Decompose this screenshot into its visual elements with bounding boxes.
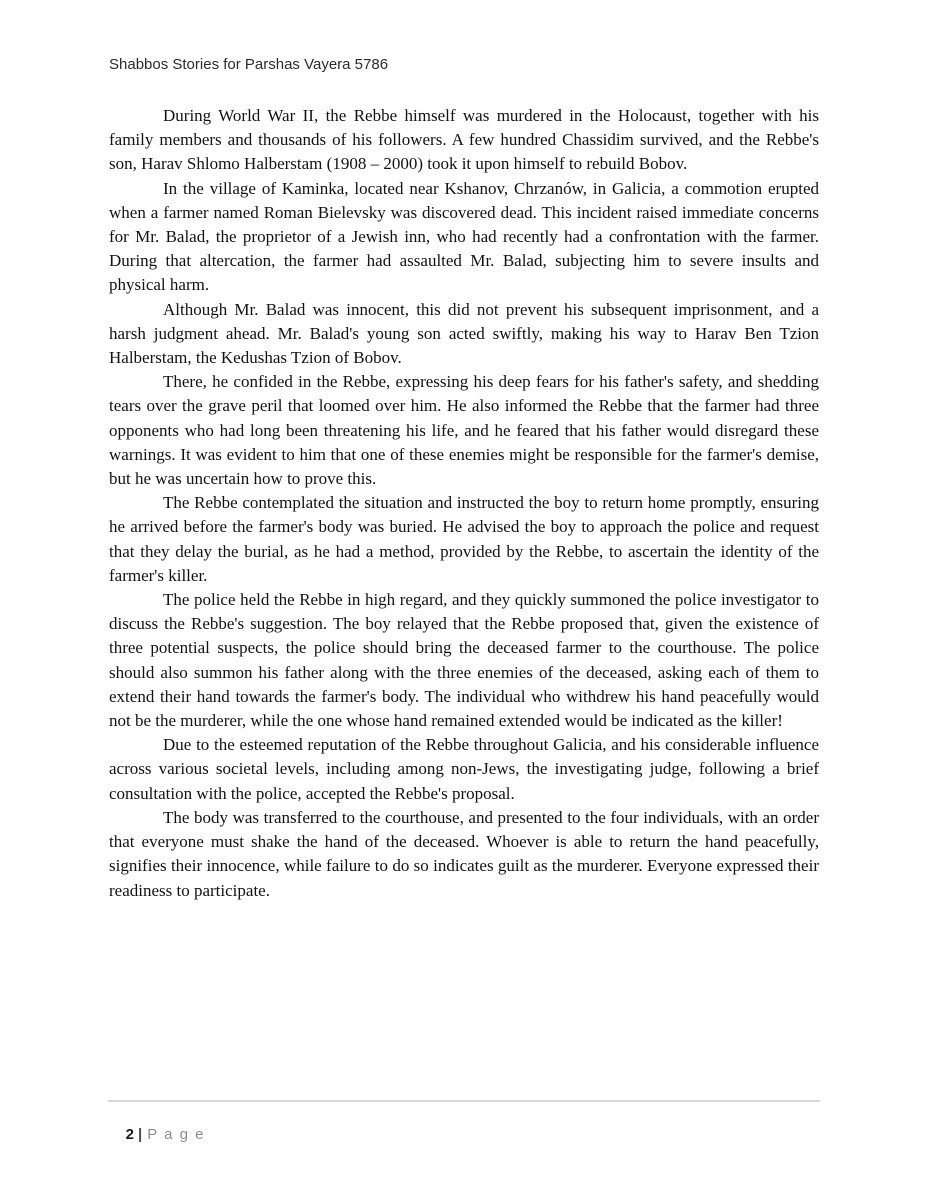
paragraph-1: During World War II, the Rebbe himself was murdered in the Holocaust, together with his family members and thousands of his followers. A few hundred Chassidim survived, and the Rebbe's son, Harav Shlomo Halberstam (1908 – 2000) took it upon himself to rebuild Bobov.	[109, 106, 819, 174]
paragraph-3: Although Mr. Balad was innocent, this did not prevent his subsequent imprisonment, and a harsh judgment ahead. Mr. Balad's young son acted swiftly, making his way to Harav Ben Tzion Halberstam, the Kedushas Tzion of Bobov.	[109, 299, 819, 368]
footer-separator: |	[138, 1126, 143, 1143]
footer-page-label: P a g e	[147, 1126, 205, 1143]
paragraph-8: The body was transferred to the courthouse, and presented to the four individuals, with an order that everyone must shake the hand of the deceased. Whoever is able to return the hand peacefully, signifies their innocence, while failure to do so indicates guilt as the murderer. Everyone expressed their readiness to participate.	[109, 807, 819, 900]
paragraph-7: Due to the esteemed reputation of the Rebbe throughout Galicia, and his considerable influence across various societal levels, including among non-Jews, the investigating judge, following a brief consultation with the police, accepted the Rebbe's proposal.	[109, 735, 819, 803]
paragraph-4: There, he confided in the Rebbe, expressing his deep fears for his father's safety, and shedding tears over the grave peril that loomed over him. He also informed the Rebbe that the farmer had three opponents who had long been threatening his life, and he feared that his father would disregard these warnings. It was evident to him that one of these enemies might be responsible for the farmer's demise, but he was uncertain how to prove this.	[109, 372, 819, 489]
paragraph-5: The Rebbe contemplated the situation and instructed the boy to return home promptly, ensuring he arrived before the farmer's body was buried. He advised the boy to approach the police and request that they delay the burial, as he had a method, provided by the Rebbe, to ascertain the identity of the farmer's killer.	[109, 493, 819, 585]
footer-divider	[108, 1100, 820, 1102]
document-header-title: Shabbos Stories for Parshas Vayera 5786	[109, 56, 389, 73]
paragraph-6: The police held the Rebbe in high regard, and they quickly summoned the police investigator to discuss the Rebbe's suggestion. The boy relayed that the Rebbe proposed that, given the existence of three potential suspects, the police should bring the deceased farmer to the courthouse. The police should also summon his father along with the three enemies of the deceased, asking each of them to extend their hand towards the farmer's body. The individual who withdrew his hand peacefully would not be the murderer, while the one whose hand remained extended would be indicated as the killer!	[109, 590, 819, 731]
document-body	[109, 104, 819, 903]
paragraph-2: In the village of Kaminka, located near Kshanov, Chrzanów, in Galicia, a commotion erupted when a farmer named Roman Bielevsky was discovered dead. This incident raised immediate concerns for Mr. Balad, the proprietor of a Jewish inn, who had recently had a confrontation with the farmer. During that altercation, the farmer had assaulted Mr. Balad, subjecting him to severe insults and physical harm.	[109, 178, 819, 295]
footer-page-number: 2	[125, 1126, 135, 1143]
page-footer	[109, 1106, 205, 1163]
